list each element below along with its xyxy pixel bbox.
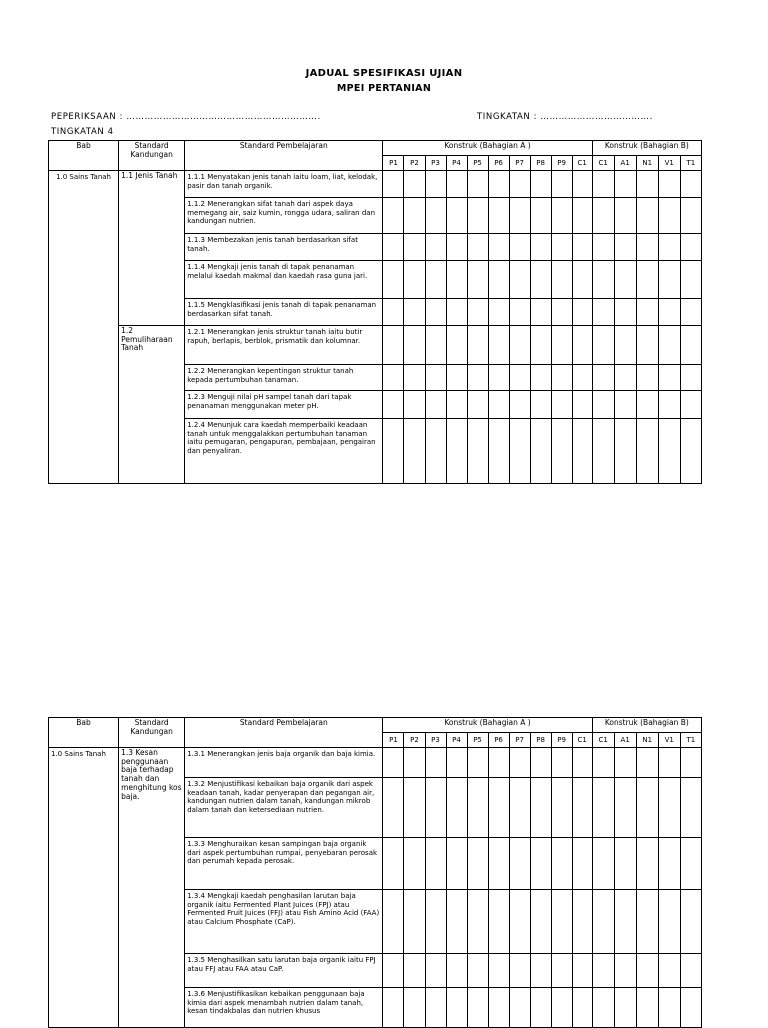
mark-cell: [488, 954, 509, 988]
code-header-a: P3: [425, 733, 446, 748]
standard-kandungan-cell: 1.3 Kesan penggunaan baja terhadap tanah dan menghitung kos baja.: [119, 748, 185, 1028]
mark-cell: [551, 954, 572, 988]
mark-cell: [680, 391, 701, 419]
mark-cell: [509, 365, 530, 391]
mark-cell: [592, 171, 614, 198]
mark-cell: [636, 391, 658, 419]
col-header-standard-pembelajaran: Standard Pembelajaran: [185, 141, 383, 171]
mark-cell: [425, 299, 446, 326]
mark-cell: [404, 954, 425, 988]
mark-cell: [467, 778, 488, 838]
mark-cell: [488, 391, 509, 419]
mark-cell: [404, 391, 425, 419]
mark-cell: [658, 988, 680, 1028]
mark-cell: [467, 365, 488, 391]
mark-cell: [488, 778, 509, 838]
standard-pembelajaran-cell: 1.3.2 Menjustifikasi kebaikan baja organik dari aspek keadaan tanah, kadar penyerapan dan pegangan air, kandungan nutrien dalam tanah, kandungan mikrob dalam tanah dan ketersediaan nutrien.: [185, 778, 383, 838]
mark-cell: [509, 171, 530, 198]
mark-cell: [572, 778, 592, 838]
mark-cell: [680, 299, 701, 326]
code-header-a: P1: [383, 733, 404, 748]
mark-cell: [383, 419, 404, 484]
mark-cell: [530, 234, 551, 261]
mark-cell: [614, 261, 636, 299]
standard-pembelajaran-cell: 1.3.6 Menjustifikasikan kebaikan penggunaan baja kimia dari aspek menambah nutrien dalam tanah, kesan tindakbalas dan nutrien khusus: [185, 988, 383, 1028]
mark-cell: [383, 890, 404, 954]
mark-cell: [467, 391, 488, 419]
mark-cell: [572, 171, 592, 198]
mark-cell: [530, 954, 551, 988]
mark-cell: [614, 988, 636, 1028]
standard-pembelajaran-cell: 1.1.4 Mengkaji jenis tanah di tapak penanaman melalui kaedah makmal dan kaedah rasa guna jari.: [185, 261, 383, 299]
mark-cell: [572, 391, 592, 419]
document-title: JADUAL SPESIFIKASI UJIAN: [305, 68, 463, 79]
mark-cell: [425, 778, 446, 838]
mark-cell: [614, 838, 636, 890]
mark-cell: [551, 838, 572, 890]
mark-cell: [509, 988, 530, 1028]
mark-cell: [383, 326, 404, 365]
mark-cell: [680, 261, 701, 299]
mark-cell: [488, 890, 509, 954]
mark-cell: [636, 326, 658, 365]
mark-cell: [509, 954, 530, 988]
mark-cell: [509, 234, 530, 261]
mark-cell: [658, 391, 680, 419]
mark-cell: [572, 988, 592, 1028]
mark-cell: [425, 954, 446, 988]
mark-cell: [383, 988, 404, 1028]
code-header-a: P9: [551, 156, 572, 171]
mark-cell: [614, 419, 636, 484]
mark-cell: [592, 419, 614, 484]
bab-cell: 1.0 Sains Tanah: [49, 171, 119, 484]
mark-cell: [404, 234, 425, 261]
mark-cell: [530, 391, 551, 419]
mark-cell: [636, 299, 658, 326]
mark-cell: [383, 954, 404, 988]
code-header-a: P1: [383, 156, 404, 171]
mark-cell: [636, 171, 658, 198]
mark-cell: [383, 838, 404, 890]
mark-cell: [467, 299, 488, 326]
standard-pembelajaran-cell: 1.2.1 Menerangkan jenis struktur tanah iaitu butir rapuh, berlapis, berblok, prismatik dan kolumnar.: [185, 326, 383, 365]
mark-cell: [467, 954, 488, 988]
mark-cell: [614, 365, 636, 391]
mark-cell: [467, 171, 488, 198]
mark-cell: [425, 234, 446, 261]
mark-cell: [551, 988, 572, 1028]
mark-cell: [614, 299, 636, 326]
mark-cell: [530, 171, 551, 198]
mark-cell: [551, 198, 572, 234]
mark-cell: [551, 419, 572, 484]
standard-pembelajaran-cell: 1.1.2 Menerangkan sifat tanah dari aspek daya memegang air, saiz kumin, rongga udara, saliran dan kandungan nutrien.: [185, 198, 383, 234]
mark-cell: [680, 748, 701, 778]
mark-cell: [636, 234, 658, 261]
col-header-konstruk-a: Konstruk (Bahagian A ): [383, 718, 592, 733]
mark-cell: [680, 234, 701, 261]
standard-pembelajaran-cell: 1.3.1 Menerangkan jenis baja organik dan baja kimia.: [185, 748, 383, 778]
mark-cell: [446, 890, 467, 954]
mark-cell: [488, 261, 509, 299]
mark-cell: [404, 198, 425, 234]
mark-cell: [509, 838, 530, 890]
table-row: [49, 326, 702, 365]
code-header-b: N1: [636, 156, 658, 171]
code-header-b: T1: [680, 733, 701, 748]
mark-cell: [509, 326, 530, 365]
mark-cell: [680, 838, 701, 890]
tingkatan-field: TINGKATAN : ……………………………….: [477, 112, 653, 122]
mark-cell: [446, 365, 467, 391]
mark-cell: [467, 326, 488, 365]
mark-cell: [404, 171, 425, 198]
mark-cell: [680, 171, 701, 198]
mark-cell: [636, 778, 658, 838]
col-header-standard-kandungan: Standard Kandungan: [119, 141, 185, 171]
mark-cell: [636, 365, 658, 391]
mark-cell: [530, 365, 551, 391]
code-header-a: P9: [551, 733, 572, 748]
mark-cell: [509, 419, 530, 484]
mark-cell: [592, 261, 614, 299]
standard-pembelajaran-cell: 1.3.3 Menghuraikan kesan sampingan baja organik dari aspek pertumbuhan rumpai, penyebaran perosak dan perumah kepada perosak.: [185, 838, 383, 890]
col-header-bab: Bab: [49, 141, 119, 171]
mark-cell: [383, 198, 404, 234]
mark-cell: [636, 748, 658, 778]
standard-kandungan-cell: 1.1 Jenis Tanah: [119, 171, 185, 326]
mark-cell: [572, 326, 592, 365]
mark-cell: [488, 198, 509, 234]
standard-pembelajaran-cell: 1.1.3 Membezakan jenis tanah berdasarkan sifat tanah.: [185, 234, 383, 261]
mark-cell: [488, 326, 509, 365]
mark-cell: [658, 954, 680, 988]
mark-cell: [404, 326, 425, 365]
standard-pembelajaran-cell: 1.3.5 Menghasilkan satu larutan baja organik iaitu FPJ atau FFJ atau FAA atau CaP.: [185, 954, 383, 988]
mark-cell: [658, 171, 680, 198]
mark-cell: [425, 419, 446, 484]
mark-cell: [680, 198, 701, 234]
mark-cell: [467, 198, 488, 234]
code-header-a: P3: [425, 156, 446, 171]
tingkatan-level: TINGKATAN 4: [51, 127, 114, 137]
mark-cell: [488, 748, 509, 778]
mark-cell: [572, 198, 592, 234]
mark-cell: [467, 748, 488, 778]
mark-cell: [592, 391, 614, 419]
col-header-konstruk-b: Konstruk (Bahagian B): [592, 718, 701, 733]
col-header-konstruk-b: Konstruk (Bahagian B): [592, 141, 701, 156]
mark-cell: [383, 171, 404, 198]
mark-cell: [658, 890, 680, 954]
mark-cell: [509, 198, 530, 234]
standard-pembelajaran-cell: 1.1.1 Menyatakan jenis tanah iaitu loam, liat, kelodak, pasir dan tanah organik.: [185, 171, 383, 198]
mark-cell: [680, 365, 701, 391]
code-header-a: P4: [446, 156, 467, 171]
table-row: [49, 171, 702, 198]
mark-cell: [404, 365, 425, 391]
mark-cell: [658, 234, 680, 261]
mark-cell: [446, 419, 467, 484]
mark-cell: [680, 419, 701, 484]
mark-cell: [425, 890, 446, 954]
mark-cell: [425, 365, 446, 391]
mark-cell: [572, 234, 592, 261]
mark-cell: [592, 988, 614, 1028]
mark-cell: [425, 261, 446, 299]
mark-cell: [425, 748, 446, 778]
code-header-b: A1: [614, 156, 636, 171]
mark-cell: [425, 988, 446, 1028]
mark-cell: [404, 299, 425, 326]
mark-cell: [383, 748, 404, 778]
spec-table-1: [48, 140, 702, 484]
mark-cell: [530, 748, 551, 778]
code-header-b: T1: [680, 156, 701, 171]
mark-cell: [592, 234, 614, 261]
mark-cell: [572, 890, 592, 954]
mark-cell: [680, 890, 701, 954]
mark-cell: [425, 198, 446, 234]
mark-cell: [551, 234, 572, 261]
mark-cell: [530, 419, 551, 484]
mark-cell: [488, 988, 509, 1028]
mark-cell: [446, 261, 467, 299]
mark-cell: [530, 261, 551, 299]
mark-cell: [658, 261, 680, 299]
mark-cell: [658, 838, 680, 890]
mark-cell: [446, 326, 467, 365]
mark-cell: [592, 326, 614, 365]
mark-cell: [446, 171, 467, 198]
code-header-a: P6: [488, 733, 509, 748]
code-header-b: A1: [614, 733, 636, 748]
code-header-a: P5: [467, 156, 488, 171]
mark-cell: [509, 748, 530, 778]
mark-cell: [467, 234, 488, 261]
mark-cell: [614, 326, 636, 365]
mark-cell: [383, 261, 404, 299]
mark-cell: [446, 778, 467, 838]
code-header-a: P2: [404, 733, 425, 748]
code-header-a: P6: [488, 156, 509, 171]
mark-cell: [614, 171, 636, 198]
mark-cell: [658, 198, 680, 234]
mark-cell: [467, 261, 488, 299]
mark-cell: [509, 261, 530, 299]
mark-cell: [551, 326, 572, 365]
mark-cell: [530, 838, 551, 890]
code-header-a: C1: [572, 733, 592, 748]
mark-cell: [551, 890, 572, 954]
code-header-a: P4: [446, 733, 467, 748]
mark-cell: [636, 261, 658, 299]
mark-cell: [680, 778, 701, 838]
mark-cell: [551, 299, 572, 326]
mark-cell: [383, 778, 404, 838]
mark-cell: [551, 778, 572, 838]
mark-cell: [658, 326, 680, 365]
code-header-a: P7: [509, 156, 530, 171]
mark-cell: [614, 890, 636, 954]
table-row: [49, 748, 702, 778]
mark-cell: [614, 198, 636, 234]
mark-cell: [658, 419, 680, 484]
mark-cell: [636, 198, 658, 234]
mark-cell: [446, 391, 467, 419]
mark-cell: [530, 988, 551, 1028]
mark-cell: [383, 365, 404, 391]
code-header-a: P2: [404, 156, 425, 171]
peperiksaan-field: PEPERIKSAAN : ……………………………………………………….: [51, 112, 321, 122]
mark-cell: [488, 234, 509, 261]
mark-cell: [658, 748, 680, 778]
mark-cell: [572, 954, 592, 988]
mark-cell: [446, 198, 467, 234]
mark-cell: [680, 988, 701, 1028]
code-header-a: P8: [530, 733, 551, 748]
standard-kandungan-cell: 1.2 Pemuliharaan Tanah: [119, 326, 185, 484]
mark-cell: [551, 365, 572, 391]
mark-cell: [551, 171, 572, 198]
col-header-bab: Bab: [49, 718, 119, 748]
mark-cell: [446, 299, 467, 326]
mark-cell: [383, 299, 404, 326]
mark-cell: [446, 988, 467, 1028]
code-header-a: C1: [572, 156, 592, 171]
mark-cell: [592, 198, 614, 234]
mark-cell: [530, 198, 551, 234]
mark-cell: [404, 890, 425, 954]
mark-cell: [636, 419, 658, 484]
mark-cell: [658, 365, 680, 391]
code-header-b: V1: [658, 733, 680, 748]
mark-cell: [592, 838, 614, 890]
mark-cell: [467, 838, 488, 890]
mark-cell: [636, 838, 658, 890]
mark-cell: [467, 419, 488, 484]
mark-cell: [614, 748, 636, 778]
mark-cell: [425, 326, 446, 365]
standard-pembelajaran-cell: 1.2.4 Menunjuk cara kaedah memperbaiki keadaan tanah untuk menggalakkan pertumbuhan tanaman iaitu pemugaran, pengapuran, pembajaan, pengairan dan penyaliran.: [185, 419, 383, 484]
mark-cell: [509, 391, 530, 419]
mark-cell: [614, 391, 636, 419]
mark-cell: [592, 778, 614, 838]
mark-cell: [572, 838, 592, 890]
mark-cell: [572, 419, 592, 484]
mark-cell: [636, 890, 658, 954]
mark-cell: [488, 838, 509, 890]
code-header-a: P7: [509, 733, 530, 748]
mark-cell: [614, 778, 636, 838]
mark-cell: [592, 365, 614, 391]
mark-cell: [551, 261, 572, 299]
col-header-standard-pembelajaran: Standard Pembelajaran: [185, 718, 383, 748]
mark-cell: [383, 234, 404, 261]
mark-cell: [530, 326, 551, 365]
mark-cell: [446, 234, 467, 261]
mark-cell: [636, 988, 658, 1028]
col-header-standard-kandungan: Standard Kandungan: [119, 718, 185, 748]
mark-cell: [592, 954, 614, 988]
mark-cell: [592, 748, 614, 778]
mark-cell: [592, 890, 614, 954]
mark-cell: [658, 778, 680, 838]
mark-cell: [383, 391, 404, 419]
col-header-konstruk-a: Konstruk (Bahagian A ): [383, 141, 592, 156]
mark-cell: [572, 365, 592, 391]
mark-cell: [488, 419, 509, 484]
mark-cell: [404, 988, 425, 1028]
mark-cell: [404, 778, 425, 838]
standard-pembelajaran-cell: 1.2.2 Menerangkan kepentingan struktur tanah kepada pertumbuhan tanaman.: [185, 365, 383, 391]
bab-cell: 1.0 Sains Tanah: [49, 748, 119, 1028]
spec-table-2: [48, 717, 702, 1028]
code-header-a: P8: [530, 156, 551, 171]
mark-cell: [404, 261, 425, 299]
code-header-b: C1: [592, 733, 614, 748]
mark-cell: [658, 299, 680, 326]
mark-cell: [467, 988, 488, 1028]
mark-cell: [614, 954, 636, 988]
mark-cell: [614, 234, 636, 261]
mark-cell: [404, 838, 425, 890]
mark-cell: [509, 778, 530, 838]
mark-cell: [404, 748, 425, 778]
mark-cell: [509, 299, 530, 326]
code-header-a: P5: [467, 733, 488, 748]
mark-cell: [404, 419, 425, 484]
mark-cell: [530, 890, 551, 954]
standard-pembelajaran-cell: 1.2.3 Menguji nilai pH sampel tanah dari tapak penanaman menggunakan meter pH.: [185, 391, 383, 419]
mark-cell: [680, 954, 701, 988]
code-header-b: V1: [658, 156, 680, 171]
mark-cell: [680, 326, 701, 365]
mark-cell: [509, 890, 530, 954]
mark-cell: [592, 299, 614, 326]
mark-cell: [488, 365, 509, 391]
mark-cell: [425, 838, 446, 890]
code-header-b: N1: [636, 733, 658, 748]
mark-cell: [446, 838, 467, 890]
mark-cell: [425, 391, 446, 419]
mark-cell: [488, 171, 509, 198]
mark-cell: [572, 748, 592, 778]
mark-cell: [425, 171, 446, 198]
mark-cell: [530, 299, 551, 326]
mark-cell: [530, 778, 551, 838]
document-subtitle: MPEI PERTANIAN: [336, 83, 432, 94]
mark-cell: [446, 748, 467, 778]
standard-pembelajaran-cell: 1.3.4 Mengkaji kaedah penghasilan larutan baja organik iaitu Fermented Plant Juices (FPJ) atau Fermented Fruit Juices (FFJ) atau Fish Amino Acid (FAA) atau Calcium Phosphate (CaP).: [185, 890, 383, 954]
mark-cell: [572, 299, 592, 326]
mark-cell: [636, 954, 658, 988]
mark-cell: [551, 391, 572, 419]
mark-cell: [467, 890, 488, 954]
mark-cell: [551, 748, 572, 778]
standard-pembelajaran-cell: 1.1.5 Mengklasifikasi jenis tanah di tapak penanaman berdasarkan sifat tanah.: [185, 299, 383, 326]
code-header-b: C1: [592, 156, 614, 171]
mark-cell: [488, 299, 509, 326]
mark-cell: [572, 261, 592, 299]
mark-cell: [446, 954, 467, 988]
